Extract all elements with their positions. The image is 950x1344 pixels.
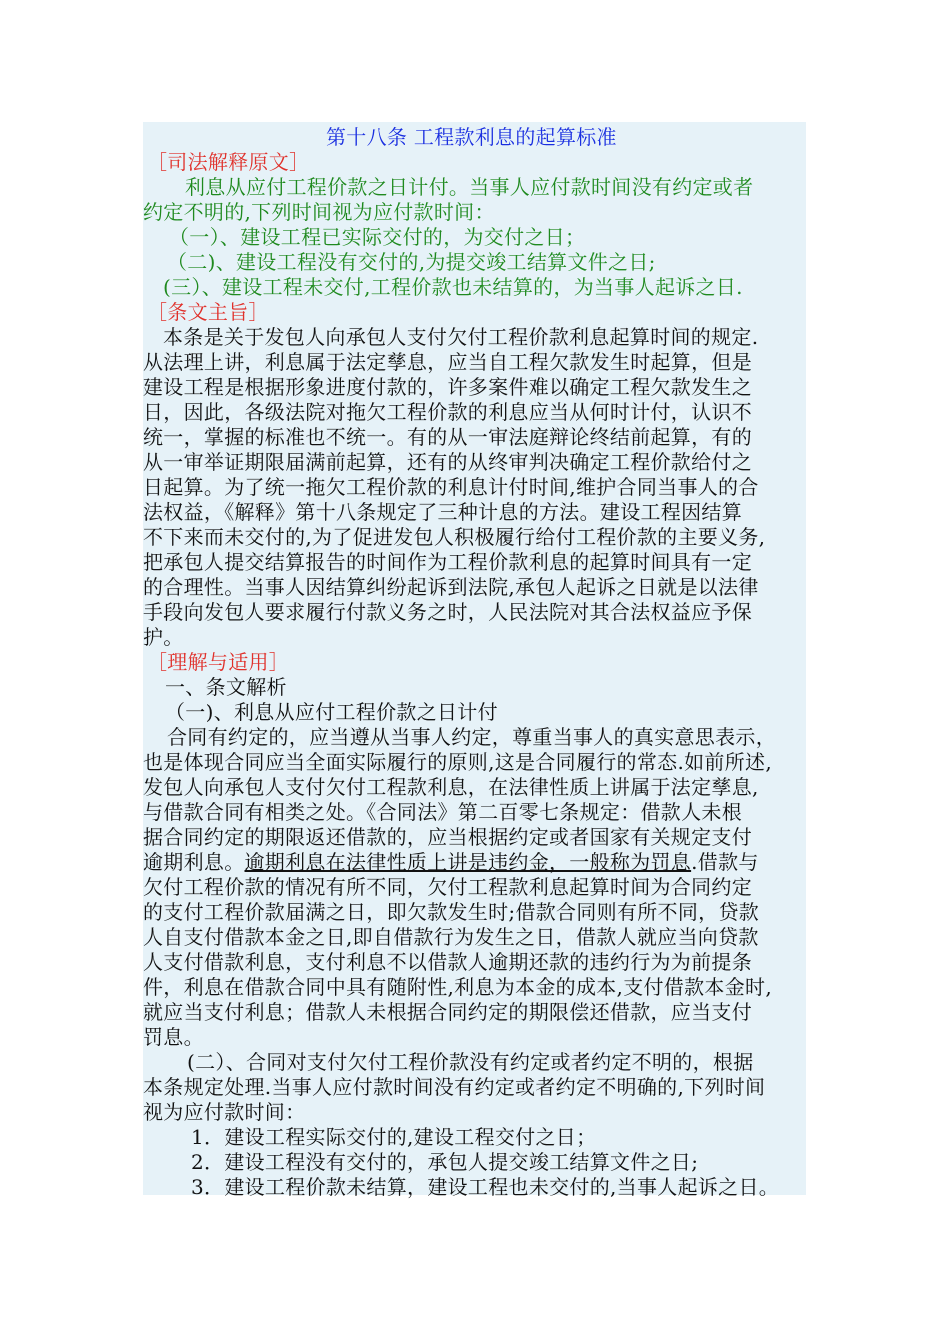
application-line: 人支付借款利息，支付利息不以借款人逾期还款的违约行为为前提条 bbox=[143, 950, 752, 974]
gist-line: 从一审举证期限届满前起算，还有的从终审判决确定工程价款给付之 bbox=[143, 450, 752, 474]
application-line: 的支付工程价款届满之日，即欠款发生时;借款合同则有所不同，贷款 bbox=[143, 900, 760, 924]
heading-article-gist: ［条文主旨］ bbox=[147, 300, 269, 324]
gist-line: 建设工程是根据形象进度付款的，许多案件难以确定工程欠款发生之 bbox=[143, 375, 752, 399]
gist-line: 统一，掌握的标准也不统一。有的从一审法庭辩论终结前起算，有的 bbox=[143, 425, 752, 449]
application-line-underlined bbox=[143, 850, 759, 875]
paragraph-line: 视为应付款时间： bbox=[143, 1100, 306, 1124]
original-item-1: （一）、建设工程已实际交付的，为交付之日； bbox=[169, 225, 586, 249]
list-item: 3．建设工程价款未结算，建设工程也未交付的,当事人起诉之日。 bbox=[191, 1175, 780, 1199]
application-line: 与借款合同有相类之处。《合同法》第二百零七条规定：借款人未根 bbox=[143, 800, 742, 824]
original-item-2: （二)、建设工程没有交付的,为提交竣工结算文件之日; bbox=[167, 250, 656, 274]
article-title: 第十八条 工程款利息的起算标准 bbox=[326, 125, 617, 149]
original-line: 利息从应付工程价款之日计付。当事人应付款时间没有约定或者 bbox=[185, 175, 754, 199]
gist-line: 日起算。为了统一拖欠工程价款的利息计付时间,维护合同当事人的合 bbox=[143, 475, 759, 499]
document-body bbox=[143, 122, 806, 1199]
subheading-analysis: 一、条文解析 bbox=[165, 675, 287, 699]
gist-line: 不下来而未交付的,为了促进发包人积极履行给付工程价款的主要义务, bbox=[143, 525, 766, 549]
application-line: 欠付工程价款的情况有所不同，欠付工程款利息起算时间为合同约定 bbox=[143, 875, 752, 899]
application-line: 合同有约定的，应当遵从当事人约定，尊重当事人的真实意思表示， bbox=[167, 725, 776, 749]
application-line: 发包人向承包人支付欠付工程款利息，在法律性质上讲属于法定孳息, bbox=[143, 775, 759, 799]
gist-line: 法权益，《解释》第十八条规定了三种计息的方法。建设工程因结算 bbox=[143, 500, 742, 524]
application-line: 也是体现合同应当全面实际履行的原则,这是合同履行的常态.如前所述, bbox=[143, 750, 772, 774]
subheading-interest-start: （一)、利息从应付工程价款之日计付 bbox=[165, 700, 498, 724]
original-item-3: (三）、建设工程未交付,工程价款也未结算的，为当事人起诉之日. bbox=[163, 275, 743, 299]
application-line: 就应当支付利息；借款人未根据合同约定的期限偿还借款，应当支付 bbox=[143, 1000, 752, 1024]
text-segment: 逾期利息。 bbox=[143, 850, 245, 874]
application-line: 人自支付借款本金之日,即自借款行为发生之日，借款人就应当向贷款 bbox=[143, 925, 759, 949]
heading-understanding-application: ［理解与适用］ bbox=[147, 650, 290, 674]
text-segment: .借款与 bbox=[691, 850, 759, 874]
heading-original-text: ［司法解释原文］ bbox=[147, 150, 310, 174]
original-line: 约定不明的,下列时间视为应付款时间： bbox=[143, 200, 495, 224]
paragraph-line: (二）、合同对支付欠付工程价款没有约定或者约定不明的，根据 bbox=[187, 1050, 754, 1074]
list-item: 2．建设工程没有交付的，承包人提交竣工结算文件之日; bbox=[191, 1150, 699, 1174]
gist-line: 护。 bbox=[143, 625, 184, 649]
application-line: 罚息。 bbox=[143, 1025, 204, 1049]
gist-line: 的合理性。当事人因结算纠纷起诉到法院,承包人起诉之日就是以法律 bbox=[143, 575, 759, 599]
gist-line: 日，因此，各级法院对拖欠工程价款的利息应当从何时计付，认识不 bbox=[143, 400, 752, 424]
gist-line: 把承包人提交结算报告的时间作为工程价款利息的起算时间具有一定 bbox=[143, 550, 752, 574]
application-line: 件，利息在借款合同中具有随附性,利息为本金的成本,支付借款本金时, bbox=[143, 975, 772, 999]
paragraph-line: 本条规定处理.当事人应付款时间没有约定或者约定不明确的,下列时间 bbox=[143, 1075, 766, 1099]
gist-line: 从法理上讲，利息属于法定孳息，应当自工程欠款发生时起算，但是 bbox=[143, 350, 752, 374]
application-line: 据合同约定的期限返还借款的，应当根据约定或者国家有关规定支付 bbox=[143, 825, 752, 849]
underlined-text: 逾期利息在法律性质上讲是违约金，一般称为罚息 bbox=[244, 850, 692, 874]
gist-line: 本条是关于发包人向承包人支付欠付工程价款利息起算时间的规定. bbox=[163, 325, 759, 349]
list-item: 1．建设工程实际交付的,建设工程交付之日； bbox=[191, 1125, 597, 1149]
gist-line: 手段向发包人要求履行付款义务之时，人民法院对其合法权益应予保 bbox=[143, 600, 752, 624]
